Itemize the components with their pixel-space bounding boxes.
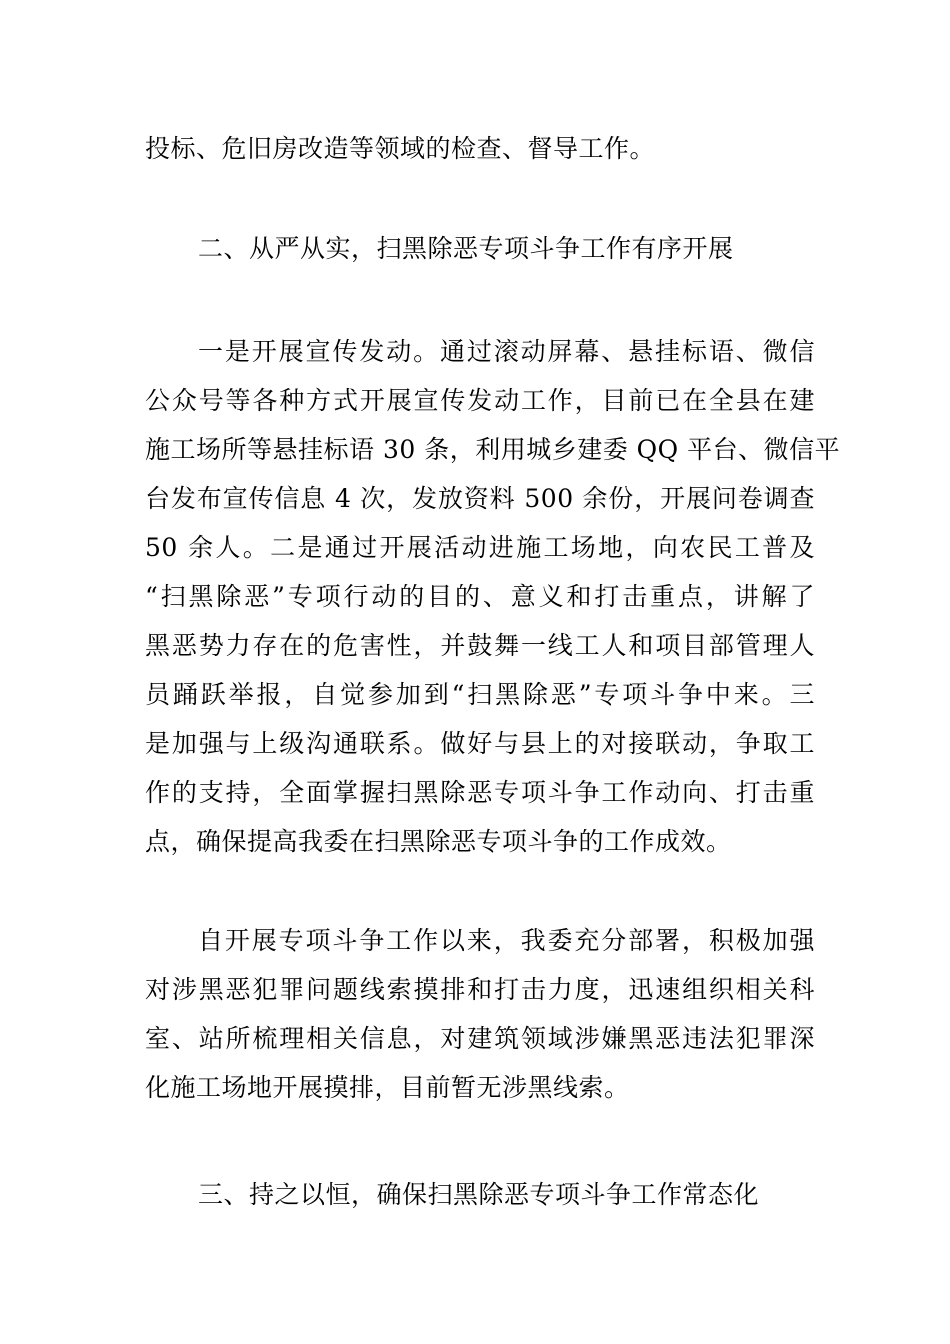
paragraph-line: 一是开展宣传发动。通过滚动屏幕、悬挂标语、微信 <box>198 337 815 366</box>
section-heading-2: 二、从严从实，扫黑除恶专项斗争工作有序开展 <box>198 234 734 263</box>
paragraph-line: 作的支持，全面掌握扫黑除恶专项斗争工作动向、打击重 <box>145 778 815 807</box>
paragraph-line: 公众号等各种方式开展宣传发动工作，目前已在全县在建 <box>145 386 815 415</box>
paragraph-line: 黑恶势力存在的危害性，并鼓舞一线工人和项目部管理人 <box>145 631 815 660</box>
paragraph-line: 化施工场地开展摸排，目前暂无涉黑线索。 <box>145 1073 630 1102</box>
paragraph-line: 室、站所梳理相关信息，对建筑领域涉嫌黑恶违法犯罪深 <box>145 1024 815 1053</box>
paragraph-line: 是加强与上级沟通联系。做好与县上的对接联动，争取工 <box>145 729 815 758</box>
paragraph-line: “扫黑除恶”专项行动的目的、意义和打击重点，讲解了 <box>145 582 815 611</box>
paragraph-line: 施工场所等悬挂标语 30 条，利用城乡建委 QQ 平台、微信平 <box>145 435 841 464</box>
continuation-line: 投标、危旧房改造等领域的检查、督导工作。 <box>145 134 656 163</box>
paragraph-line: 50 余人。二是通过开展活动进施工场地，向农民工普及 <box>145 533 815 562</box>
paragraph-line: 点，确保提高我委在扫黑除恶专项斗争的工作成效。 <box>145 827 732 856</box>
section-heading-3: 三、持之以恒，确保扫黑除恶专项斗争工作常态化 <box>198 1180 760 1209</box>
paragraph-line: 自开展专项斗争工作以来，我委充分部署，积极加强 <box>198 926 815 955</box>
paragraph-line: 对涉黑恶犯罪问题线索摸排和打击力度，迅速组织相关科 <box>145 975 815 1004</box>
paragraph-line: 员踊跃举报，自觉参加到“扫黑除恶”专项斗争中来。三 <box>145 680 815 709</box>
paragraph-line: 台发布宣传信息 4 次，发放资料 500 余份，开展问卷调查 <box>145 484 815 513</box>
